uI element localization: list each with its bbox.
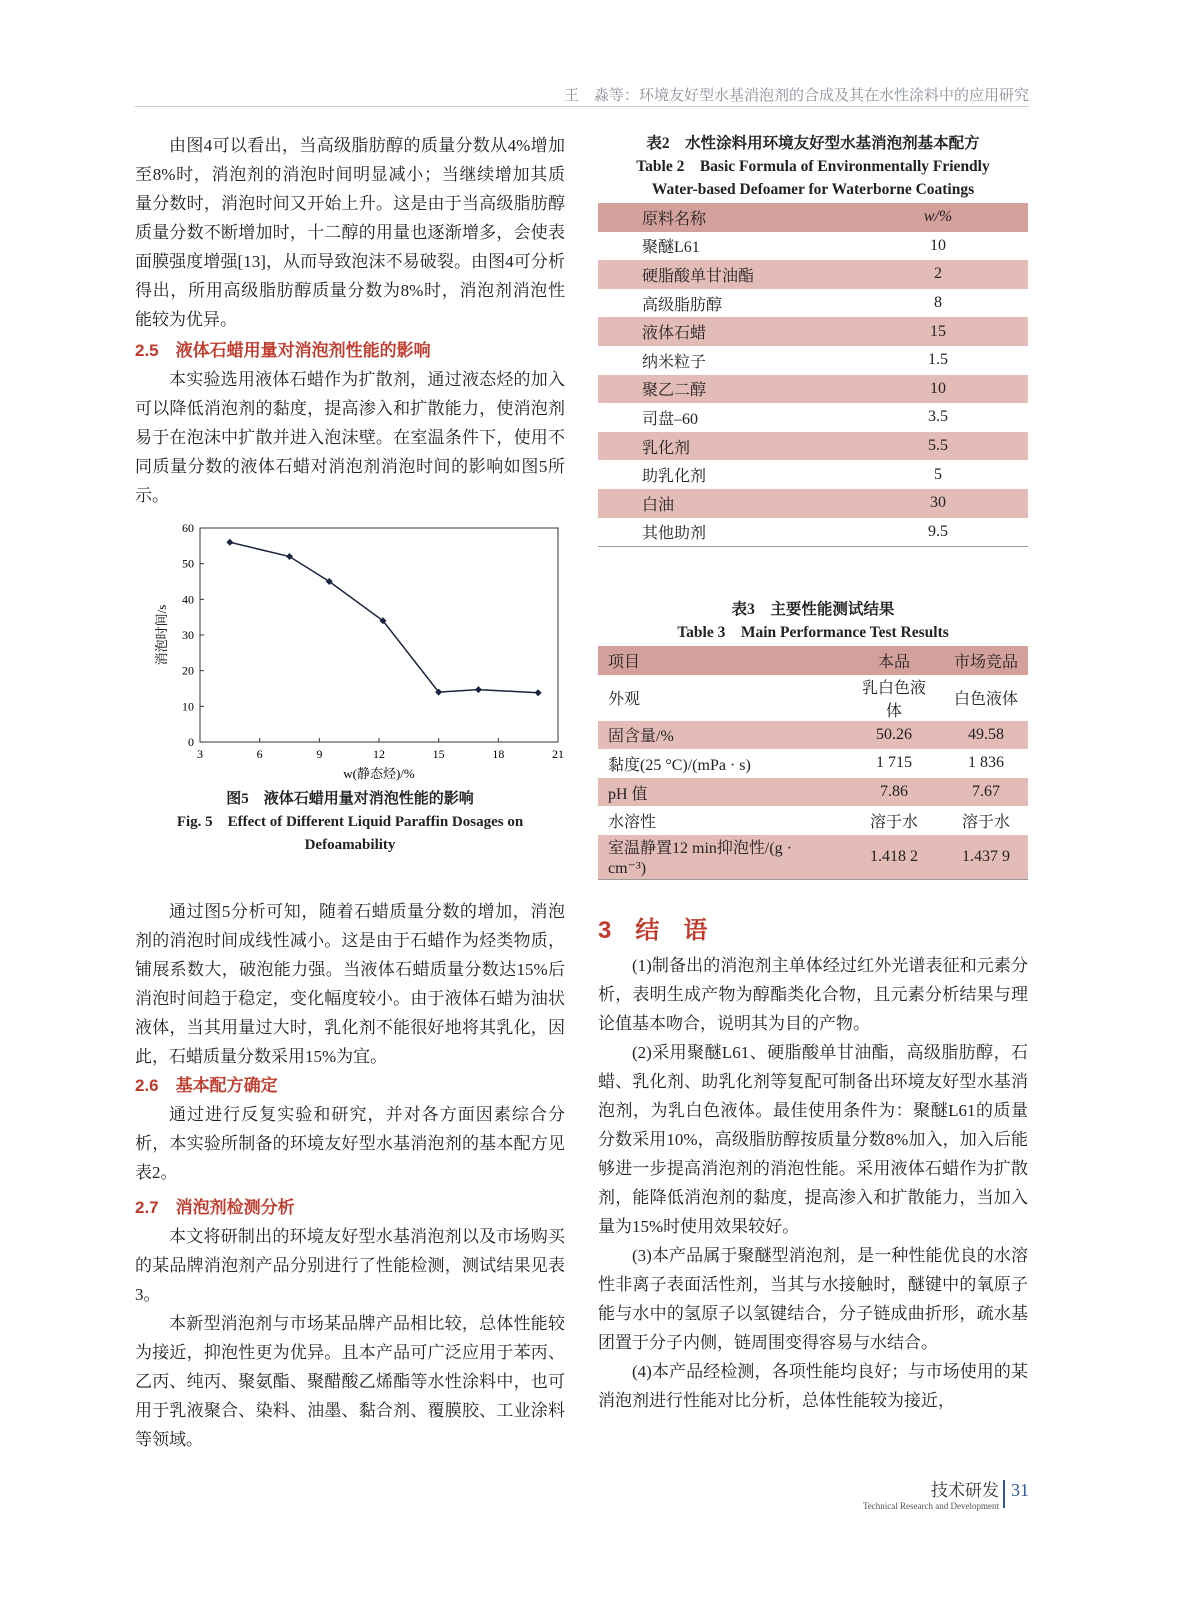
section-heading-2-5: 2.5 液体石蜡用量对消泡剂性能的影响 <box>135 341 431 360</box>
table-3-title-en: Table 3 Main Performance Test Results <box>677 624 949 641</box>
table-cell: 7.67 <box>944 778 1028 807</box>
table-cell: 50.26 <box>844 721 944 750</box>
table-cell: 外观 <box>608 691 641 709</box>
table-cell: 49.58 <box>944 721 1028 750</box>
table-cell: 1.5 <box>928 351 948 369</box>
figure-caption-cn: 图5 液体石蜡用量对消泡性能的影响 <box>226 791 474 807</box>
section-heading-2-7: 2.7 消泡剂检测分析 <box>135 1198 295 1217</box>
table-2-title <box>598 132 1028 201</box>
table-row <box>598 346 1028 375</box>
series-line <box>230 542 538 693</box>
table-cell: 水溶性 <box>608 814 657 832</box>
x-tick-label: 15 <box>432 747 445 761</box>
table-cell: 10 <box>930 236 946 254</box>
y-tick-label: 10 <box>182 699 194 714</box>
table-2-title-en: Table 2 Basic Formula of Environmentally Friendly <box>636 158 990 175</box>
x-tick-label: 3 <box>197 747 203 761</box>
table-cell: 溶于水 <box>870 814 919 832</box>
table-cell: 白油 <box>598 489 848 518</box>
table-cell: 3.5 <box>928 408 948 426</box>
table-cell: 8 <box>934 294 942 312</box>
table-2-grid <box>598 203 1028 547</box>
table-row <box>598 749 1028 778</box>
table-cell: 2 <box>848 260 1028 289</box>
table-cell: 其他助剂 <box>642 525 707 543</box>
paragraph: 通过进行反复实验和研究，并对各方面因素综合分析，本实验所制备的环境友好型水基消泡剂的基本配方见表2。 <box>135 1105 565 1182</box>
x-tick-label: 18 <box>492 747 505 761</box>
paragraph: (3)本产品属于聚醚型消泡剂，是一种性能优良的水溶性非离子表面活性剂，当其与水接触时，醚键中的氧原子能与水中的氢原子以氢键结合，分子链成曲折形，疏水基团置于分子内侧，链周围变得容易与水结合。 <box>598 1246 1028 1352</box>
table-cell: pH 值 <box>598 778 844 807</box>
table-3 <box>598 598 1028 880</box>
paragraph: 本新型消泡剂与市场某品牌产品相比较，总体性能较为接近，抑泡性更为优异。且本产品可广泛应用于苯丙、乙丙、纯丙、聚氨酯、聚醋酸乙烯酯等水性涂料中，也可用于乳液聚合、染料、油墨、黏合剂、覆膜胶、工业涂料等领域。 <box>135 1314 565 1449</box>
figure-5-chart <box>150 520 570 782</box>
table-cell: 固含量/% <box>598 721 844 750</box>
table-row <box>598 675 1028 721</box>
table-cell: w/% <box>848 203 1028 232</box>
table-row <box>598 460 1028 489</box>
table-cell: 1.418 2 <box>844 835 944 880</box>
paragraph: (2)采用聚醚L61、硬脂酸单甘油酯，高级脂肪醇，石蜡、乳化剂、助乳化剂等复配可制备出环境友好型水基消泡剂，为乳白色液体。最佳使用条件为：聚醚L61的质量分数采用10%，高级脂肪醇按质量分数8%加入，加入后能够进一步提高消泡剂的消泡性能。采用液体石蜡作为扩散剂，能降低消泡剂的黏度，提高渗入和扩散能力，当加入量为15%时使用效果较好。 <box>598 1043 1028 1236</box>
table-row <box>598 403 1028 432</box>
table-3-title-cn: 表3 主要性能测试结果 <box>731 601 895 618</box>
table-cell: 司盘–60 <box>642 410 699 428</box>
paragraph: (4)本产品经检测，各项性能均良好；与市场使用的某消泡剂进行性能对比分析，总体性能较为接近， <box>598 1362 1028 1410</box>
table-2-title-en-2: Water-based Defoamer for Waterborne Coatings <box>651 181 975 198</box>
table-cell: 乳白色液体 <box>862 679 927 720</box>
table-cell: 乳化剂 <box>598 432 848 461</box>
x-tick-label: 9 <box>316 747 323 761</box>
paragraph: 通过图5分析可知，随着石蜡质量分数的增加，消泡剂的消泡时间成线性减小。这是由于石蜡作为烃类物质，铺展系数大，破泡能力强。当液体石蜡质量分数达15%后消泡时间趋于稳定，变化幅度较小。由于液体石蜡为油状液体，当其用量过大时，乳化剂不能很好地将其乳化，因此，石蜡质量分数采用15%为宜。 <box>135 902 565 1066</box>
table-header-row <box>598 646 1028 675</box>
table-cell: 5.5 <box>848 432 1028 461</box>
right-column-text <box>598 916 1028 1415</box>
table-cell: 白色液体 <box>954 691 1019 709</box>
footer-section <box>863 1476 999 1511</box>
table-cell: 1 715 <box>876 754 912 772</box>
table-cell: 5 <box>934 465 942 483</box>
paragraph: 由图4可以看出，当高级脂肪醇的质量分数从4%增加至8%时，消泡剂的消泡时间明显减小；当继续增加其质量分数时，消泡时间又开始上升。这是由于当高级脂肪醇质量分数不断增加时，十二醇的用量也逐渐增多，会使表面膜强度增强[13]，从而导致泡沫不易破裂。由图4可分析得出，所用高级脂肪醇质量分数为8%时，消泡剂消泡性能较为优异。 <box>135 136 565 329</box>
table-cell: 30 <box>848 489 1028 518</box>
table-3-grid <box>598 646 1028 880</box>
table-cell: 市场竞品 <box>944 646 1028 675</box>
table-row <box>598 432 1028 461</box>
table-row <box>598 375 1028 404</box>
section-heading-2-6: 2.6 基本配方确定 <box>135 1076 278 1095</box>
table-row <box>598 778 1028 807</box>
figure-caption <box>135 788 565 857</box>
x-tick-label: 12 <box>373 747 385 761</box>
paragraph: 本文将研制出的环境友好型水基消泡剂以及市场购买的某品牌消泡剂产品分别进行了性能检测，测试结果见表 3。 <box>135 1227 565 1304</box>
table-cell: 聚乙二醇 <box>598 375 848 404</box>
table-cell: 10 <box>848 375 1028 404</box>
x-axis-label: w(静态烃)/% <box>343 766 415 781</box>
table-row <box>598 260 1028 289</box>
figure-caption-en: Fig. 5 Effect of Different Liquid Paraffin Dosages on Defoamability <box>176 814 524 853</box>
plot-frame <box>200 528 558 742</box>
table-row <box>598 806 1028 835</box>
table-cell: 原料名称 <box>598 203 848 232</box>
table-cell: 9.5 <box>928 522 948 540</box>
table-row <box>598 317 1028 346</box>
table-cell: 液体石蜡 <box>598 317 848 346</box>
header-rule <box>135 106 1029 107</box>
footer-section-cn: 技术研发 <box>931 1481 999 1500</box>
table-row <box>598 489 1028 518</box>
table-cell: 黏度(25 °C)/(mPa · s) <box>608 756 751 774</box>
table-cell: 助乳化剂 <box>642 468 707 486</box>
left-column-bottom <box>135 897 565 1454</box>
table-cell: 高级脂肪醇 <box>642 296 723 314</box>
page-number: 31 <box>1003 1480 1029 1508</box>
section-heading-3: 3 结 语 <box>598 917 708 944</box>
data-point <box>535 689 542 696</box>
y-tick-label: 0 <box>188 735 194 749</box>
table-row <box>598 289 1028 318</box>
table-row <box>598 518 1028 547</box>
data-point <box>475 686 482 693</box>
footer-section-en: Technical Research and Development <box>862 1501 999 1511</box>
table-cell: 室温静置12 min抑泡性/(g · cm⁻³) <box>598 835 844 880</box>
table-cell: 7.86 <box>844 778 944 807</box>
table-row <box>598 721 1028 750</box>
paragraph: 本实验选用液体石蜡作为扩散剂，通过液态烃的加入可以降低消泡剂的黏度，提高渗入和扩散能力，使消泡剂易于在泡沫中扩散并进入泡沫壁。在室温条件下，使用不同质量分数的液体石蜡对消泡剂消泡时间的影响如图5所示。 <box>135 370 565 505</box>
table-3-title <box>598 598 1028 644</box>
table-header-row <box>598 203 1028 232</box>
data-point <box>226 539 233 546</box>
table-cell: 1 836 <box>968 754 1004 772</box>
y-tick-label: 60 <box>182 521 194 535</box>
table-row <box>598 232 1028 261</box>
table-cell: 纳米粒子 <box>642 353 707 371</box>
paragraph: (1)制备出的消泡剂主单体经过红外光谱表征和元素分析，表明生成产物为醇酯类化合物，且元素分析结果与理论值基本吻合，说明其为目的产物。 <box>598 956 1028 1033</box>
table-cell: 硬脂酸单甘油酯 <box>598 260 848 289</box>
table-2 <box>598 132 1028 547</box>
table-cell: 聚醚L61 <box>642 239 700 257</box>
data-point <box>286 553 293 560</box>
y-tick-label: 30 <box>182 628 194 642</box>
y-tick-label: 20 <box>182 663 194 678</box>
table-cell: 溶于水 <box>961 814 1010 832</box>
y-tick-label: 40 <box>182 592 194 607</box>
table-cell: 项目 <box>598 646 844 675</box>
running-header: 王 淼等：环境友好型水基消泡剂的合成及其在水性涂料中的应用研究 <box>563 87 1029 104</box>
table-cell: 本品 <box>844 646 944 675</box>
y-axis-label: 消泡时间/s <box>154 604 169 666</box>
x-tick-label: 6 <box>256 747 263 761</box>
table-cell: 15 <box>848 317 1028 346</box>
table-row <box>598 835 1028 880</box>
table-2-title-cn: 表2 水性涂料用环境友好型水基消泡剂基本配方 <box>646 135 980 152</box>
y-tick-label: 50 <box>182 556 194 571</box>
table-cell: 1.437 9 <box>944 835 1028 880</box>
left-column-top <box>135 131 565 510</box>
x-tick-label: 21 <box>552 747 564 761</box>
